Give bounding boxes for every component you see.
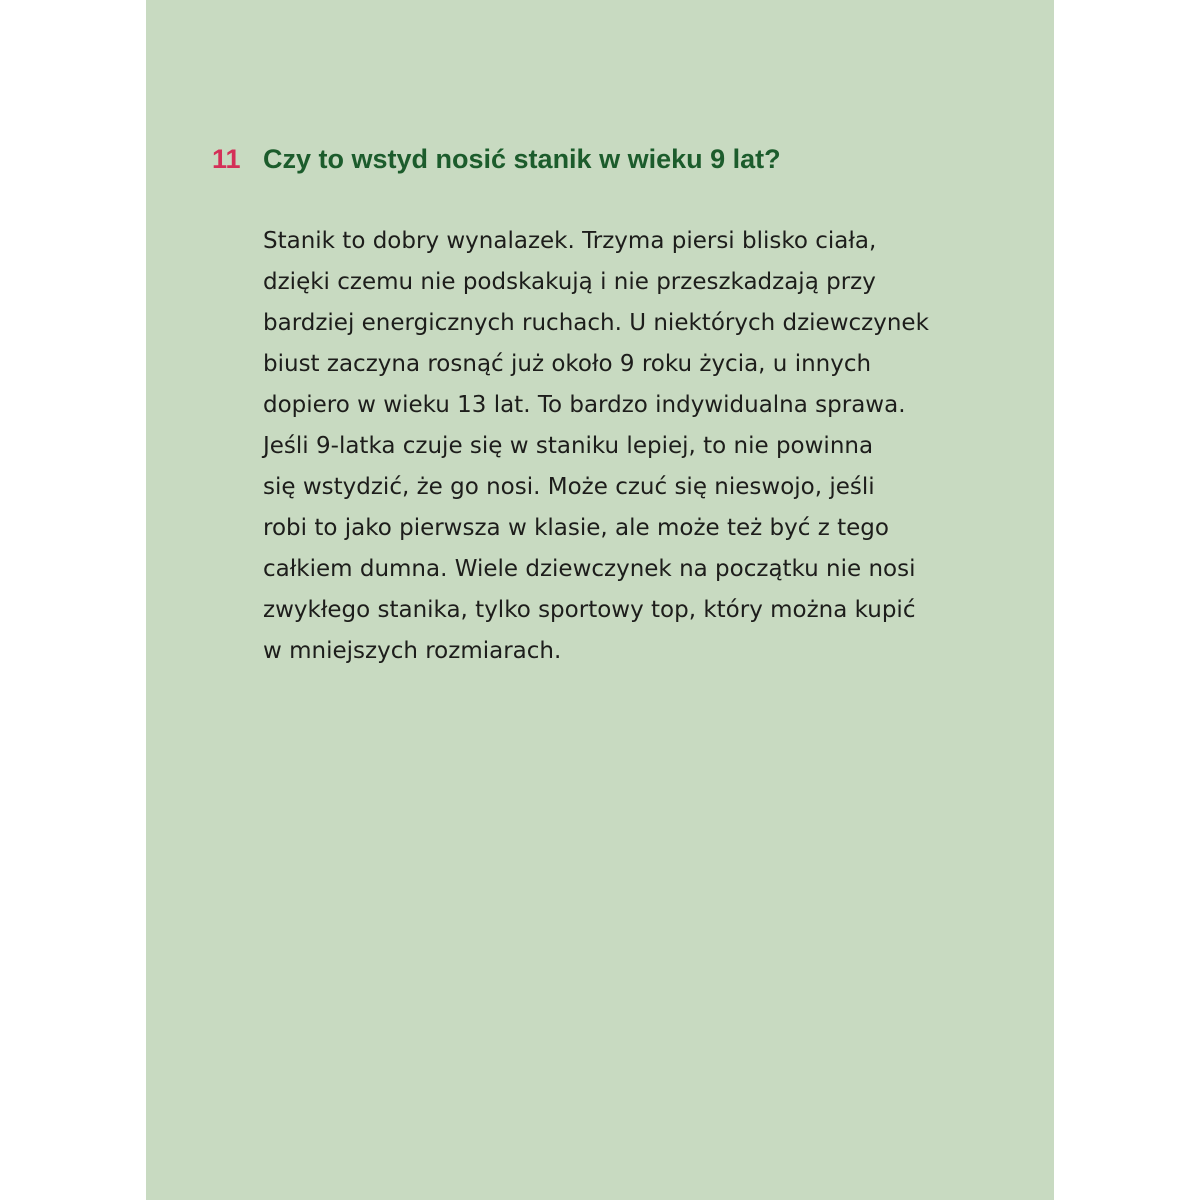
paragraph-line: Stanik to dobry wynalazek. Trzyma piersi blisko ciała, — [263, 228, 877, 254]
paragraph-line: dopiero w wieku 13 lat. To bardzo indywidualna sprawa. — [263, 392, 906, 418]
paragraph-line: robi to jako pierwsza w klasie, ale może też być z tego — [263, 515, 889, 541]
question-title: Czy to wstyd nosić stanik w wieku 9 lat? — [263, 144, 781, 174]
paragraph-line: Jeśli 9-latka czuje się w staniku lepiej, to nie powinna — [263, 433, 874, 459]
paragraph-line: w mniejszych rozmiarach. — [263, 638, 562, 664]
paragraph-line: się wstydzić, że go nosi. Może czuć się nieswojo, jeśli — [263, 474, 875, 500]
paragraph-line: dzięki czemu nie podskakują i nie przeszkadzają przy — [263, 269, 876, 295]
paragraph-line: biust zaczyna rosnąć już około 9 roku życia, u innych — [263, 351, 872, 377]
answer-paragraph — [263, 221, 963, 672]
paragraph-line: zwykłego stanika, tylko sportowy top, który można kupić — [263, 597, 916, 623]
paragraph-line: całkiem dumna. Wiele dziewczynek na początku nie nosi — [263, 556, 916, 582]
paragraph-line: bardziej energicznych ruchach. U niektórych dziewczynek — [263, 310, 929, 336]
question-number: 11 — [212, 144, 241, 174]
